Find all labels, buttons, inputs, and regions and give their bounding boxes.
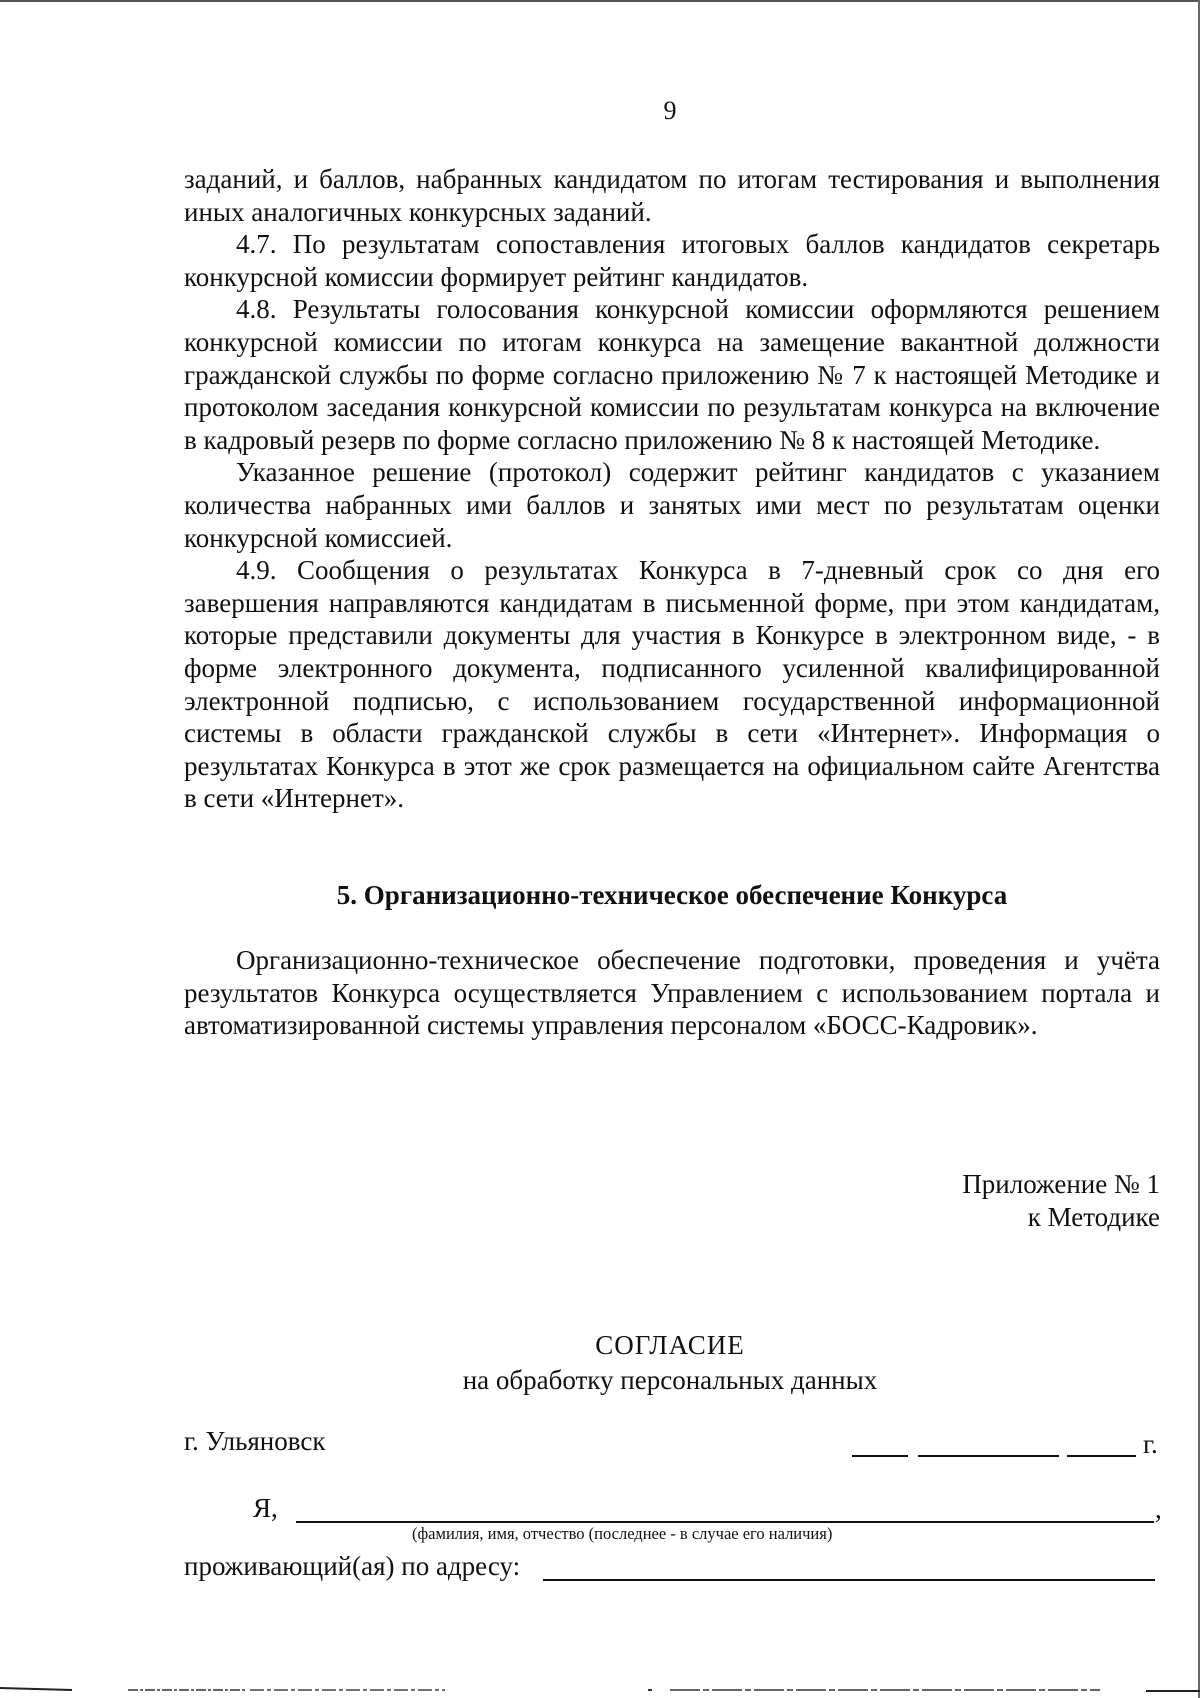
address-label: проживающий(ая) по адресу: [184,1551,521,1581]
paragraph-4-7: 4.7. По результатам сопоставления итоговых баллов кандидатов секретарь конкурсной комиссии формирует рейтинг кандидатов. [184,229,1160,292]
page-number: 9 [663,96,677,125]
name-comma: , [1155,1494,1162,1524]
section-5-title: 5. Организационно-техническое обеспечение Конкурса [336,880,1008,910]
consent-subtitle: на обработку персональных данных [462,1365,878,1395]
city-label: г. Ульяновск [184,1426,326,1456]
full-name-hint: (фамилия, имя, отчество (последнее - в случае его наличия) [412,1524,833,1543]
paragraph-4-9: 4.9. Сообщения о результатах Конкурса в 7-дневный срок со дня его завершения направляются кандидатам в письменной форме, при этом кандидатам, которые представили документы для участия в Конкурсе в электронном виде, - в форме электронного документа, подписанного усиленной квалифицированной электронной подписью, с использованием государственной информационной системы в области гражданской службы в сети «Интернет». Информация о результатах Конкурса в этот же срок размещается на официальном сайте Агентства в сети «Интернет». [184,555,1160,814]
paragraph-continuation: заданий, и баллов, набранных кандидатом по итогам тестирования и выполнения иных аналогичных конкурсных заданий. [184,164,1160,227]
i-label: Я, [253,1493,278,1523]
appendix-line-1: Приложение № 1 [962,1169,1160,1199]
date-year-blank[interactable] [1067,1455,1136,1457]
appendix-caption [962,1168,1160,1234]
appendix-line-2: к Методике [1027,1202,1160,1232]
consent-title: СОГЛАСИЕ [595,1330,745,1360]
address-blank[interactable] [543,1579,1155,1581]
section-5-text: Организационно-техническое обеспечение подготовки, проведения и учёта результатов Конкурса осуществляется Управлением с использованием портала и автоматизированной системы управления персоналом «БОСС-Кадровик». [184,945,1160,1041]
paragraph-4-8: 4.8. Результаты голосования конкурсной комиссии оформляются решением конкурсной комиссии по итогам конкурса на замещение вакантной должности гражданской службы по форме согласно приложению № 7 к настоящей Методике и протоколом заседания конкурсной комиссии по результатам конкурса на включение в кадровый резерв по форме согласно приложению № 8 к настоящей Методике. [184,294,1160,455]
body-text [184,163,1160,815]
date-day-blank[interactable] [852,1455,908,1457]
date-month-blank[interactable] [918,1455,1059,1457]
year-suffix: г. [1143,1429,1158,1459]
scan-edge-top [0,0,1200,2]
scan-edge-bottom [0,1683,1200,1697]
paragraph-decision: Указанное решение (протокол) содержит рейтинг кандидатов с указанием количества набранных ими баллов и занятых ими мест по результатам оценки конкурсной комиссией. [184,457,1160,553]
full-name-blank[interactable] [296,1521,1154,1523]
